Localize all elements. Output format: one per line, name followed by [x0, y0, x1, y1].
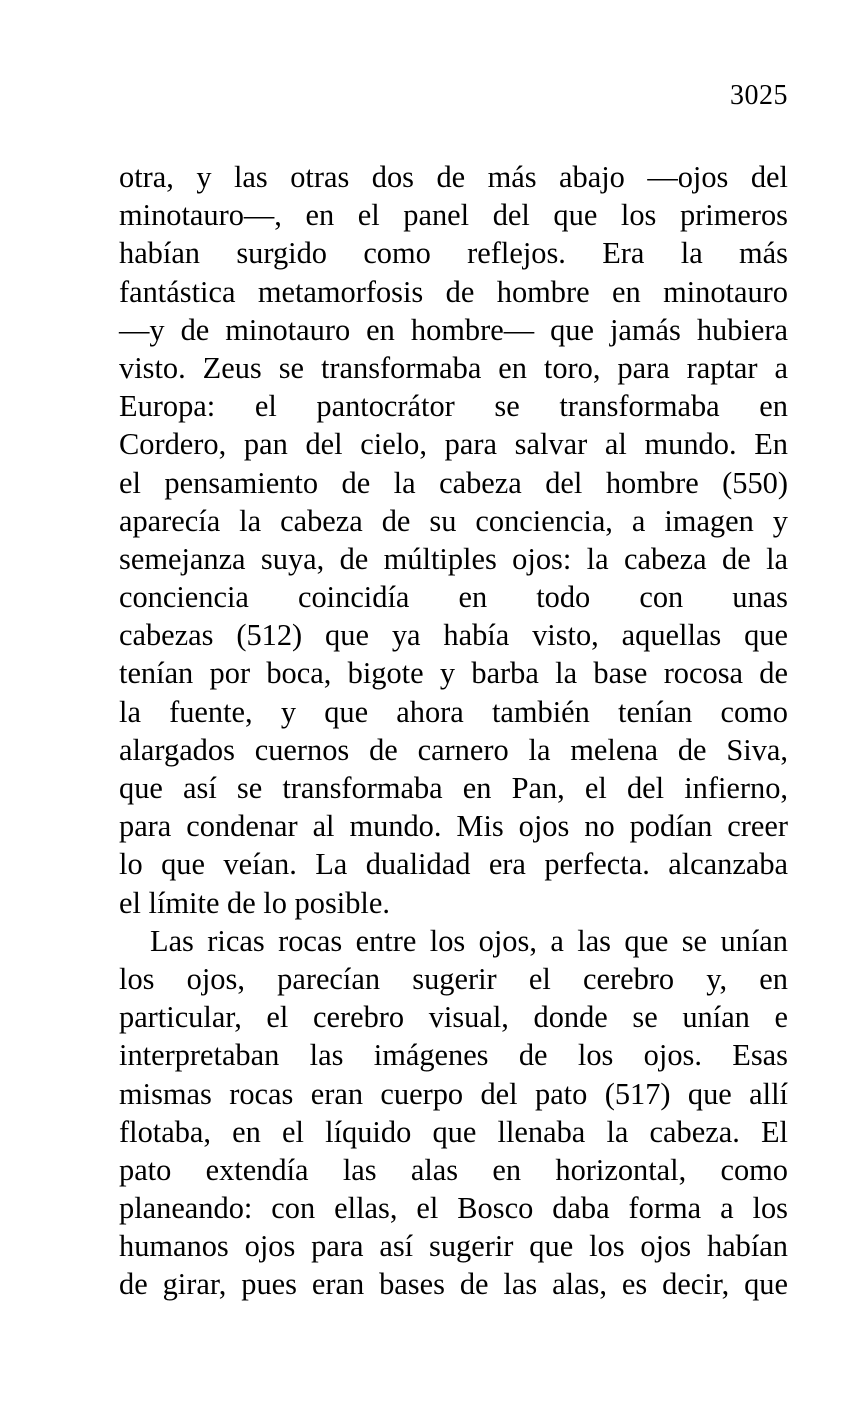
text-line: humanos ojos para así sugerir que los ojos habían: [119, 1229, 788, 1264]
text-line: conciencia coincidía en todo con unas: [119, 580, 788, 615]
text-line: otra, y las otras dos de más abajo —ojos del: [119, 160, 788, 194]
text-line: Las ricas rocas entre los ojos, a las que se unían: [150, 923, 788, 958]
page-number: 3025: [730, 80, 788, 111]
text-line: para condenar al mundo. Mis ojos no podían creer: [119, 809, 788, 844]
text-line: pato extendía las alas en horizontal, como: [119, 1152, 788, 1187]
paragraph-1: [119, 158, 788, 922]
text-line: semejanza suya, de múltiples ojos: la cabeza de la: [119, 541, 788, 576]
text-line: —y de minotauro en hombre— que jamás hubiera: [119, 312, 788, 347]
text-line: planeando: con ellas, el Bosco daba forma a los: [119, 1191, 788, 1226]
text-line: mismas rocas eran cuerpo del pato (517) que allí: [119, 1076, 788, 1111]
text-line: los ojos, parecían sugerir el cerebro y, en: [119, 961, 788, 996]
text-line: fantástica metamorfosis de hombre en minotauro: [119, 274, 788, 309]
text-line: el límite de lo posible.: [119, 885, 390, 920]
text-line: alargados cuernos de carnero la melena de Siva,: [119, 732, 788, 767]
text-line: flotaba, en el líquido que llenaba la cabeza. El: [119, 1114, 788, 1149]
text-line: lo que veían. La dualidad era perfecta. alcanzaba: [119, 847, 788, 882]
text-line: cabezas (512) que ya había visto, aquellas que: [119, 618, 788, 653]
paragraph-2: [119, 922, 788, 1304]
text-line: habían surgido como reflejos. Era la más: [119, 236, 788, 271]
text-line: aparecía la cabeza de su conciencia, a imagen y: [119, 503, 788, 538]
text-line: visto. Zeus se transformaba en toro, para raptar a: [119, 350, 788, 385]
body-text: [119, 158, 788, 1304]
text-line: particular, el cerebro visual, donde se unían e: [119, 1000, 788, 1035]
text-line: tenían por boca, bigote y barba la base rocosa de: [119, 656, 788, 691]
text-line: el pensamiento de la cabeza del hombre (550): [119, 465, 788, 500]
text-line: Cordero, pan del cielo, para salvar al mundo. En: [119, 427, 788, 462]
text-line: la fuente, y que ahora también tenían como: [119, 694, 788, 729]
text-line: de girar, pues eran bases de las alas, es decir, que: [119, 1267, 788, 1302]
text-line: interpretaban las imágenes de los ojos. Esas: [119, 1038, 788, 1073]
text-line: minotauro—, en el panel del que los primeros: [119, 198, 788, 233]
text-line: Europa: el pantocrátor se transformaba en: [119, 389, 788, 424]
text-line: que así se transformaba en Pan, el del infierno,: [119, 771, 788, 805]
